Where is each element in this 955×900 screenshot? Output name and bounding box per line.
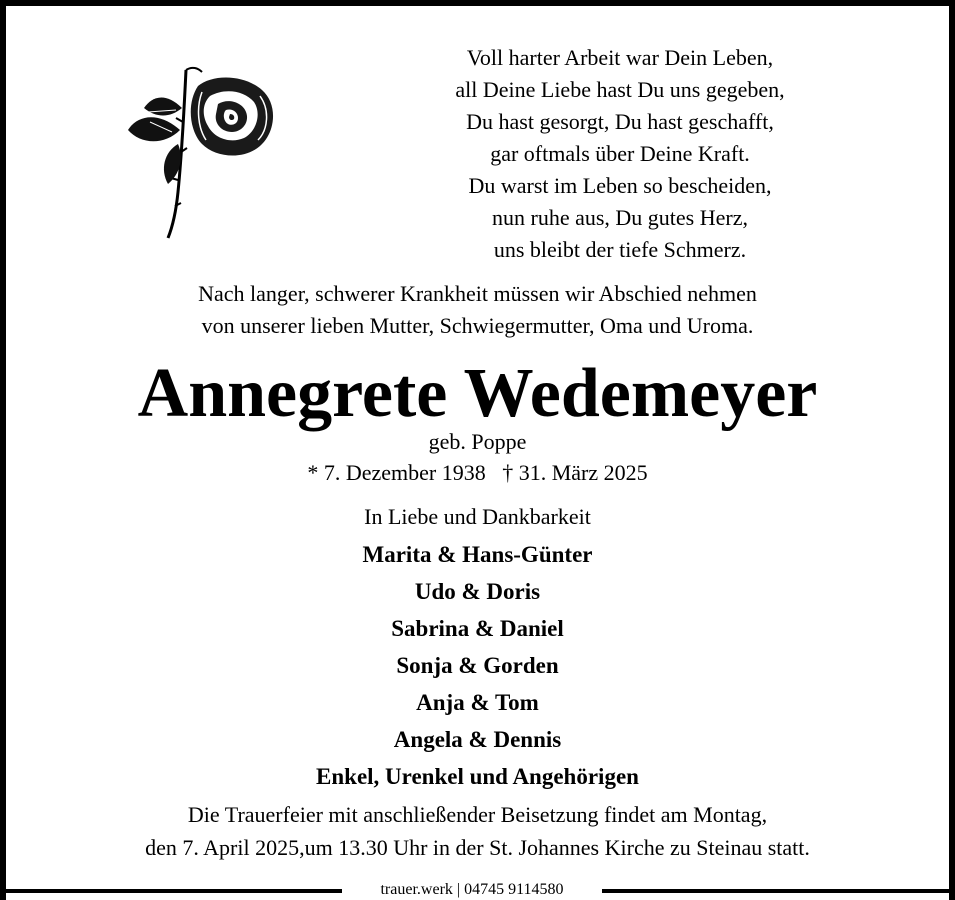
poem: [400, 42, 840, 266]
rose-icon: [120, 52, 300, 242]
mourners-list: [0, 536, 955, 795]
mourner-name: Marita & Hans-Günter: [362, 542, 593, 567]
poem-line: gar oftmals über Deine Kraft.: [490, 141, 750, 166]
footer-rule-left: [6, 889, 342, 893]
funeral-line: den 7. April 2025,um 13.30 Uhr in der St. Johannes Kirche zu Steinau statt.: [145, 835, 810, 860]
poem-line: Voll harter Arbeit war Dein Leben,: [466, 45, 774, 70]
poem-line: nun ruhe aus, Du gutes Herz,: [492, 205, 748, 230]
deceased-name: Annegrete Wedemeyer: [137, 355, 818, 432]
funeral-line: Die Trauerfeier mit anschließender Beisetzung findet am Montag,: [187, 802, 768, 827]
poem-line: Du hast gesorgt, Du hast geschafft,: [466, 109, 774, 134]
funeral-info: [0, 798, 955, 864]
mourner-name: Angela & Dennis: [393, 727, 562, 752]
mourner-name: Sonja & Gorden: [396, 653, 559, 678]
mourner-name: Sabrina & Daniel: [391, 616, 564, 641]
maiden-name: geb. Poppe: [428, 429, 527, 454]
publisher-credit: trauer.werk | 04745 9114580: [380, 881, 564, 898]
mourners-heading: In Liebe und Dankbarkeit: [364, 504, 591, 529]
mourner-name: Enkel, Urenkel und Angehörigen: [316, 764, 639, 789]
life-dates: * 7. Dezember 1938 † 31. März 2025: [307, 460, 648, 485]
mourner-name: Anja & Tom: [416, 690, 539, 715]
footer: [0, 880, 955, 900]
intro-line: Nach langer, schwerer Krankheit müssen wir Abschied nehmen: [198, 281, 757, 306]
mourner-name: Udo & Doris: [414, 579, 541, 604]
intro-text: [0, 278, 955, 342]
intro-line: von unserer lieben Mutter, Schwiegermutter, Oma und Uroma.: [201, 313, 754, 338]
poem-line: uns bleibt der tiefe Schmerz.: [493, 237, 747, 262]
footer-rule-right: [602, 889, 949, 893]
poem-line: Du warst im Leben so bescheiden,: [468, 173, 772, 198]
poem-line: all Deine Liebe hast Du uns gegeben,: [455, 77, 785, 102]
